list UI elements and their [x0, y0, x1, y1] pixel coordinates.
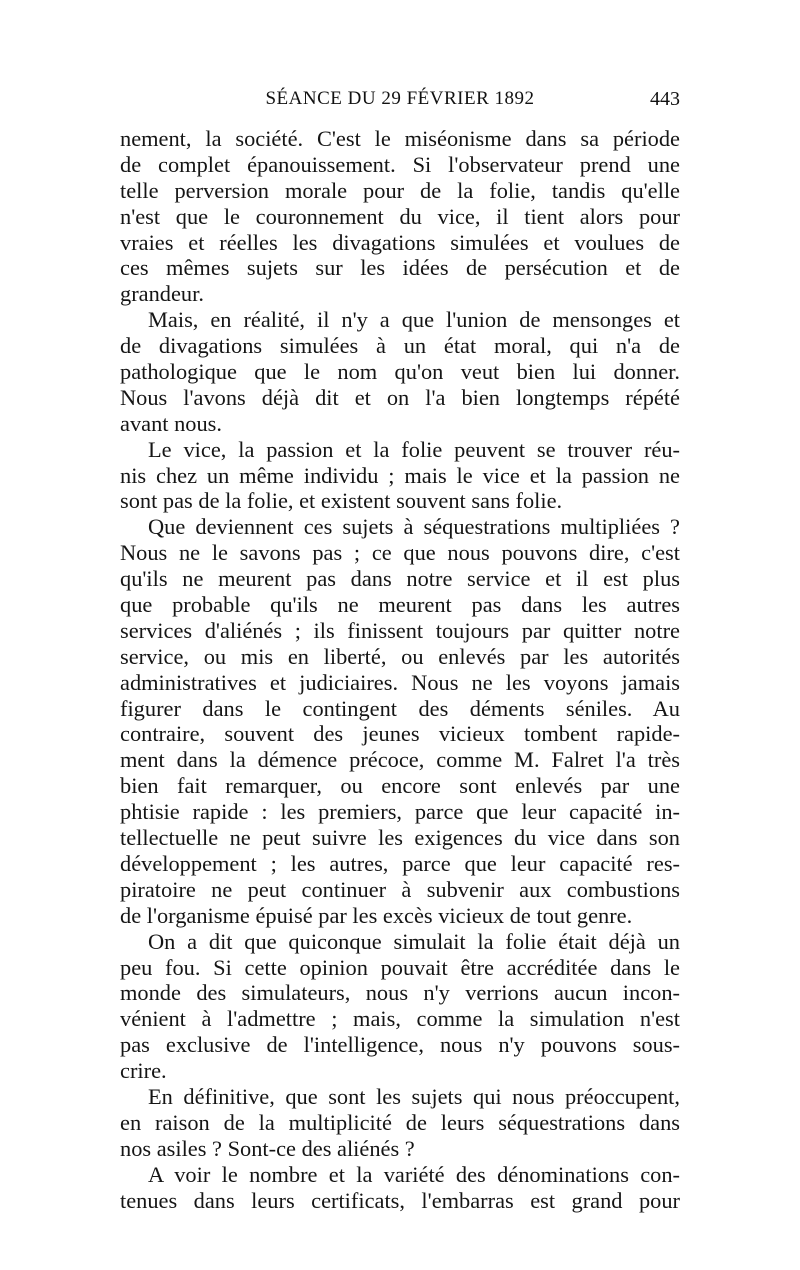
text-line: tellectuelle ne peut suivre les exigences du vice dans son: [120, 825, 680, 851]
text-line: contraire, souvent des jeunes vicieux tombent rapide-: [120, 721, 680, 747]
text-line: administratives et judiciaires. Nous ne les voyons jamais: [120, 669, 680, 695]
text-line: peu fou. Si cette opinion pouvait être accréditée dans le: [120, 954, 680, 980]
text-line: que probable qu'ils ne meurent pas dans les autres: [120, 592, 680, 618]
text-line: nis chez un même individu ; mais le vice et la passion ne: [120, 462, 680, 488]
page-header: [120, 88, 680, 118]
text-line: sont pas de la folie, et existent souvent sans folie.: [120, 488, 563, 514]
text-line: Nous ne le savons pas ; ce que nous pouvons dire, c'est: [120, 540, 680, 566]
text-line: de l'organisme épuisé par les excès vicieux de tout genre.: [120, 902, 633, 928]
text-line: service, ou mis en liberté, ou enlevés par les autorités: [120, 643, 680, 669]
text-line: monde des simulateurs, nous n'y verrions aucun incon-: [120, 980, 680, 1006]
text-line: vraies et réelles les divagations simulées et voulues de: [120, 229, 680, 255]
text-line: avant nous.: [120, 410, 222, 436]
text-line: crire.: [120, 1058, 167, 1084]
text-line: grandeur.: [120, 281, 204, 307]
text-line: En définitive, que sont les sujets qui nous préoccupent,: [148, 1083, 680, 1109]
text-line: de complet épanouissement. Si l'observateur prend une: [120, 151, 680, 177]
text-line: Mais, en réalité, il n'y a que l'union de mensonges et: [148, 307, 680, 333]
body-text: [120, 126, 680, 1213]
text-line: piratoire ne peut continuer à subvenir aux combustions: [120, 876, 680, 902]
text-line: phtisie rapide : les premiers, parce que leur capacité in-: [120, 799, 680, 825]
text-line: de divagations simulées à un état moral, qui n'a de: [120, 333, 680, 359]
running-head: SÉANCE DU 29 FÉVRIER 1892: [265, 88, 535, 109]
text-line: tenues dans leurs certificats, l'embarras est grand pour: [120, 1187, 680, 1213]
text-line: figurer dans le contingent des déments séniles. Au: [120, 695, 680, 721]
text-line: services d'aliénés ; ils finissent toujours par quitter notre: [120, 617, 680, 643]
text-line: On a dit que quiconque simulait la folie était déjà un: [148, 928, 680, 954]
text-line: développement ; les autres, parce que leur capacité res-: [120, 850, 680, 876]
text-line: Que deviennent ces sujets à séquestrations multipliées ?: [148, 514, 680, 540]
text-line: Le vice, la passion et la folie peuvent se trouver réu-: [148, 436, 680, 462]
text-line: vénient à l'admettre ; mais, comme la simulation n'est: [120, 1006, 680, 1032]
text-line: A voir le nombre et la variété des dénominations con-: [148, 1161, 680, 1187]
text-line: ces mêmes sujets sur les idées de persécution et de: [120, 255, 680, 281]
text-line: qu'ils ne meurent pas dans notre service et il est plus: [120, 566, 680, 592]
text-line: pas exclusive de l'intelligence, nous n'y pouvons sous-: [120, 1032, 680, 1058]
text-line: en raison de la multiplicité de leurs séquestrations dans: [120, 1109, 680, 1135]
text-line: ment dans la démence précoce, comme M. Falret l'a très: [120, 747, 680, 773]
text-line: pathologique que le nom qu'on veut bien lui donner.: [120, 359, 680, 385]
text-line: nement, la société. C'est le miséonisme dans sa période: [120, 126, 680, 151]
text-line: nos asiles ? Sont-ce des aliénés ?: [120, 1135, 415, 1161]
text-line: bien fait remarquer, ou encore sont enlevés par une: [120, 773, 680, 799]
text-line: telle perversion morale pour de la folie, tandis qu'elle: [120, 177, 680, 203]
text-line: Nous l'avons déjà dit et on l'a bien longtemps répété: [120, 384, 680, 410]
page-number: 443: [650, 88, 680, 110]
text-line: n'est que le couronnement du vice, il tient alors pour: [120, 203, 680, 229]
